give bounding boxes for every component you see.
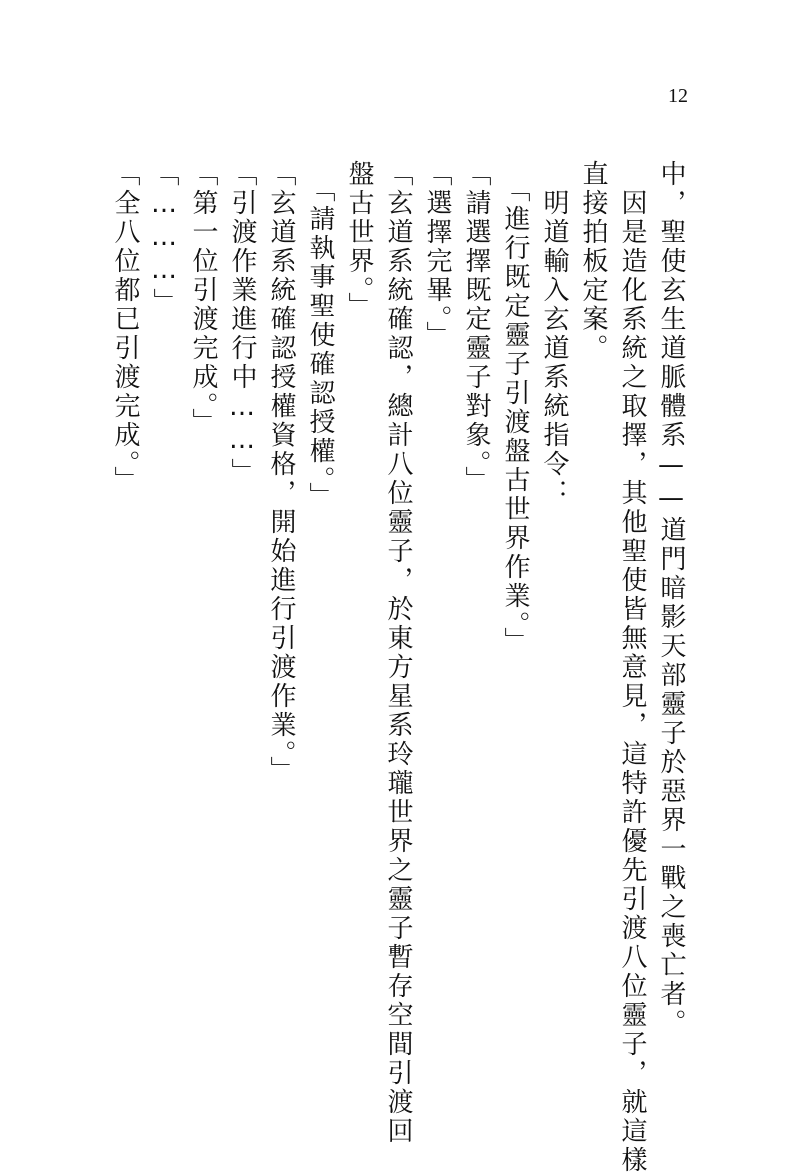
text-line: 「請執事聖使確認授權。」 bbox=[305, 160, 335, 511]
page-number: 12 bbox=[668, 85, 688, 107]
text-line: 「玄道系統確認，總計八位靈子，於東方星系玲瓏世界之靈子暫存空間引渡回 bbox=[383, 160, 413, 1146]
text-line: 「玄道系統確認授權資格，開始進行引渡作業。」 bbox=[266, 160, 296, 785]
text-line: 因是造化系統之取擇，其他聖使皆無意見，這特許優先引渡八位靈子，就這樣 bbox=[617, 160, 647, 1175]
text-line: 「全八位都已引渡完成。」 bbox=[110, 160, 140, 495]
vertical-text-body bbox=[105, 160, 690, 1175]
text-line: 中，聖使玄生道脈體系——道門暗影天部靈子於惡界一戰之喪亡者。 bbox=[656, 160, 686, 1038]
text-line: 「………」 bbox=[149, 160, 179, 317]
text-line: 「選擇完畢。」 bbox=[422, 160, 452, 350]
text-line: 「第一位引渡完成。」 bbox=[188, 160, 218, 437]
text-line: 「引渡作業進行中……」 bbox=[227, 160, 257, 487]
text-line: 「進行既定靈子引渡盤古世界作業。」 bbox=[500, 160, 530, 656]
text-line: 「請選擇既定靈子對象。」 bbox=[461, 160, 491, 495]
text-line: 明道輸入玄道系統指令： bbox=[539, 160, 569, 508]
text-line: 盤古世界。」 bbox=[344, 160, 374, 321]
text-line: 直接拍板定案。 bbox=[578, 160, 608, 363]
